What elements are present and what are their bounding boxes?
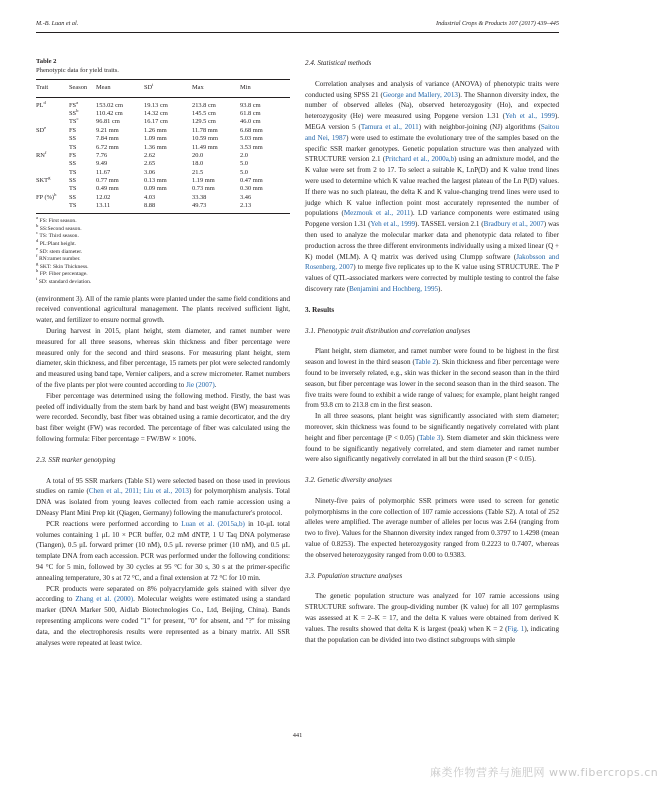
- citation-link[interactable]: Chen et al., 2011; Liu et al., 2013: [88, 487, 189, 496]
- paragraph: Fiber percentage was determined using the following method. Firstly, the bast was peeled off individually from the stem bark by hand and bast weight (BW) measurements were recorded. Secondly, bast fiber was obtained using a ramie decorticator, and the dry bast fiber weight (FW) was recorded. The percentage of fiber was calculated using the following formula: Fiber percentage = FW/BW × 100%.: [36, 391, 290, 443]
- right-column: [305, 58, 559, 645]
- paragraph: In all three seasons, plant height was significantly associated with stem diameter; moreover, skin thickness was found to be significantly negatively correlated with plant height and fiber percentage (P < 0.05) (Table 3). Stem diameter and skin thickness were found to be significantly negatively correlated, and stem diameter and ramet number were also significantly negatively correlated in all but the third season (P < 0.05).: [305, 412, 559, 464]
- col-header-season: Season: [69, 80, 96, 98]
- running-head-authors: M.-B. Luan et al.: [36, 20, 79, 27]
- table-caption: Table 2: [36, 58, 57, 65]
- section-heading: 3.2. Genetic diversity analyses: [305, 476, 392, 485]
- col-header-min: Min: [240, 80, 290, 98]
- section-heading: 3. Results: [305, 305, 335, 314]
- table-row: TS 6.72 mm 1.36 mm 11.49 mm 3.53 mm: [69, 143, 263, 151]
- paragraph: A total of 95 SSR markers (Table S1) were selected based on those used in previous studies on ramie (Chen et al., 2011; Liu et al., 2013) for polymorphism analysis. Total DNA was isolated from young leaves collected from each ramie accession using a DNeasy Plant Mini Prep kit (Qiagen, Germany) following the manufacturer's protocol.: [36, 476, 290, 517]
- paragraph: Ninety-five pairs of polymorphic SSR primers were used to screen for genetic polymorphisms in the core collection of 107 ramie accessions (Table S2). A total of 252 alleles were amplified. The average number of alleles per locus was 2.64 (ranging from two to five). Values for the Shannon diversity index ranged from 0.3797 to 1.4298 (mean value of 0.8253). The expected heterozygosity ranged from 0.2223 to 0.7407, whereas the observed heterozygosity ranged from 0.00 to 0.9383.: [305, 496, 559, 559]
- table-footnote: $^c$ TS: Third season.: [36, 230, 79, 240]
- citation-link[interactable]: Luan et al. (2015a,b): [181, 519, 245, 528]
- citation-link[interactable]: Yeh et al., 1999: [370, 220, 416, 229]
- table-footnote: $^f$ RN:ramet number.: [36, 253, 81, 263]
- table-row: SS 9.49 2.65 18.0 5.0: [69, 160, 248, 168]
- col-header-sd: $SD^i$: [144, 80, 192, 98]
- table-footnote: $^h$ FP: Fiber percentage.: [36, 268, 88, 278]
- table-row: FP (%)$^h$ SS 12.02 4.03 33.38 3.46: [36, 191, 252, 201]
- col-header-max: Max: [192, 80, 240, 98]
- table-subcaption: Phenotypic data for yield traits.: [36, 66, 119, 74]
- citation-link[interactable]: Yeh et al., 1999: [504, 112, 555, 121]
- section-heading: 3.1. Phenotypic trait distribution and correlation analyses: [305, 326, 471, 335]
- table-header-row: [36, 80, 290, 98]
- citation-link[interactable]: Benjamini and Hochberg, 1995: [349, 284, 439, 293]
- table-row: $RN^f$ FS 7.76 2.62 20.0 2.0: [36, 149, 248, 159]
- left-column: [36, 58, 290, 648]
- paragraph: PCR products were separated on 8% polyacrylamide gels stained with silver dye according to Zhang et al. (2000). Molecular weights were estimated using a standard marker (DNA Marker 500, Aidlab Biotechnologies Co., Ltd, Beijing, China). Bands representing amplicons were coded "1" for present, "0" for absent, and "?" for missing data, and the electrophoresis results were represented as a binary matrix. All SSR analyses were repeated at least twice.: [36, 584, 290, 647]
- paragraph: Correlation analyses and analysis of variance (ANOVA) of phenotypic traits were conducted using SPSS 21 (George and Mallery, 2013). The Shannon diversity index, the number of observed alleles (Na), observed heterozygosity (Ho), and expected heterozygosity (He) were measured using Popgene version 1.31 (Yeh et al., 1999). MEGA version 5 (Tamura et al., 2011) with neighbor-joining (NJ) algorithms (Saitou and Nei, 1987) were used to estimate the evolutionary tree of the samples based on the specific SSR marker genotypes. Genetic population structure was then analyzed with STRUCTURE version 2.1 (Pritchard et al., 2000a,b) using an admixture model, and the K value were set from 2 to 17. To select a suitable K, LnP(D) and K value trend lines were used to determine which K value reached the largest plateau of the Ln P(D) values. If there was no such plateau, the delta K and K value-changing trend lines were used to judge which K value inflection point most accurately represented the number of populations (Mezmouk et al., 2011). LD variance components were estimated using Popgene version 1.31 (Yeh et al., 1999). TASSEL version 2.1 (Bradbury et al., 2007) was then used to analyze the molecular marker data and phenotypic data related to fiber production across the three different environments individually using a mixed linear (Q + K) model (MLM). A Q matrix was derived using Clumpp software (Jakobsson and Rosenberg, 2007) to merge five replicates up to the K value using STRUCTURE. The P values of QTL-associated markers were corrected by multiple testing to control the false discovery rate (Benjamini and Hochberg, 1995).: [305, 79, 560, 293]
- table-row: $SS^b$ 110.42 cm 14.32 cm 145.5 cm 61.8 cm: [69, 108, 261, 118]
- watermark: 麻类作物营养与施肥网 www.fibercrops.cn: [430, 766, 658, 779]
- paragraph: During harvest in 2015, plant height, stem diameter, and ramet number were measured for all three seasons, whereas skin thickness and fiber percentage were measured only for the second and third seasons. For measuring plant height, stem diameter, skin thickness, and fiber percentage, 15 ramets per plot were selected randomly and measured using band tape, Vernier calipers, and a screw micrometer. Ramet numbers of the five plants per plot were counted according to Jie (2007).: [36, 327, 290, 389]
- citation-link[interactable]: George and Mallery, 2013: [382, 90, 458, 99]
- col-header-trait: Trait: [36, 80, 69, 98]
- section-heading: 3.3. Population structure analyses: [305, 571, 403, 580]
- table-row: $TS^c$ 96.81 cm 16.17 cm 129.5 cm 46.0 cm: [69, 116, 261, 126]
- citation-link[interactable]: Bradbury et al., 2007: [483, 220, 544, 229]
- phenotype-table: [36, 79, 290, 214]
- table-row: $PL^d$ $FS^a$ 153.02 cm 19.13 cm 213.8 cm 93.8 cm: [36, 99, 261, 109]
- table-row: SS 7.84 mm 1.09 mm 10.59 mm 5.03 mm: [69, 135, 263, 143]
- citation-link[interactable]: Mezmouk et al., 2011: [343, 209, 411, 218]
- table-footnote: $^e$ SD: stem diameter.: [36, 245, 83, 255]
- table-footnote: $^a$ FS: First season.: [36, 215, 77, 225]
- table-row: TS 11.67 3.06 21.5 5.0: [69, 168, 248, 176]
- section-heading: 2.3. SSR marker genotyping: [36, 455, 116, 464]
- table-footnotes: [36, 215, 290, 286]
- citation-link[interactable]: Jie (2007): [186, 380, 215, 389]
- paragraph: Plant height, stem diameter, and ramet number were found to be highest in the first season and lowest in the third season (Table 2). Skin thickness and fiber percentage were found to be inversely related, e.g., skin was thicker in the second season than in the third season, but fiber percentage was lower in the second season than in the third season. The five traits were found to exhibit a wide range of values; for example, plant height ranged from 93.8 cm to 213.8 cm in the first season.: [305, 347, 559, 410]
- citation-link[interactable]: Fig. 1: [507, 624, 525, 633]
- citation-link[interactable]: Zhang et al. (2000): [75, 595, 134, 604]
- table-footnote: $^i$ SD: standard deviation.: [36, 276, 92, 286]
- citation-link[interactable]: Pritchard et al., 2000a,b: [385, 155, 455, 164]
- table-row: $SD^e$ FS 9.21 mm 1.26 mm 11.78 mm 6.68 mm: [36, 124, 263, 134]
- header-rule: [36, 32, 559, 33]
- table-footnote: $^d$ PL:Plant height.: [36, 238, 77, 248]
- citation-link[interactable]: Saitou and Nei, 1987: [305, 122, 559, 142]
- table-footnote: $^g$ SKT: Skin Thickness.: [36, 260, 89, 270]
- page-number: 441: [292, 732, 303, 739]
- paragraph: (environment 3). All of the ramie plants were planted under the same field conditions and received conventional agricultural management. The plants received sufficient light, water, and fertilizer to ensure normal growth.: [36, 294, 290, 325]
- running-head: [0, 20, 595, 32]
- citation-link[interactable]: Tamura et al., 2011: [360, 122, 419, 131]
- table-row: TS 13.11 8.88 49.73 2.13: [36, 202, 290, 214]
- col-header-mean: Mean: [96, 80, 144, 98]
- paragraph: The genetic population structure was analyzed for 107 ramie accessions using STRUCTURE software. The group-dividing number (K value) for all 107 germplasms was assessed at K = 2–K = 17, and the delta K values were obtained from derived K values. The results showed that delta K is largest (peak) when K = 2 (Fig. 1), indicating that the population can be divided into two distinct subgroups with simple: [305, 592, 559, 644]
- table-row: TS 0.49 mm 0.09 mm 0.73 mm 0.30 mm: [69, 185, 263, 193]
- table-footnote: $^b$ SS:Second season.: [36, 223, 82, 232]
- running-head-journal: Industrial Crops & Products 107 (2017) 439–445: [436, 20, 559, 27]
- paragraph: PCR reactions were performed according to Luan et al. (2015a,b) in 10-μL total volumes containing 1 μL 10 × PCR buffer, 0.2 mM dNTP, 1 U Taq DNA polymerase (Tiangen), 0.5 μL forward primer (10 nM), 0.5 μL reverse primer (10 nM), and 0.5 μL template DNA from each accession. PCR was performed under the following conditions: 94 °C for 5 min, followed by 30 cycles at 95 °C for 30 s, 30 s at the primer-specific annealing temperature, 30 s at 72 °C, and a final extension at 72 °C for 10 min.: [36, 519, 290, 582]
- citation-link[interactable]: Table 2: [414, 358, 436, 367]
- table-row: SKT$^g$ SS 0.77 mm 0.13 mm 1.19 mm 0.47 mm: [36, 174, 263, 184]
- citation-link[interactable]: Table 3: [419, 433, 441, 442]
- section-heading: 2.4. Statistical methods: [305, 59, 372, 67]
- citation-link[interactable]: Jakobsson and Rosenberg, 2007: [305, 252, 559, 272]
